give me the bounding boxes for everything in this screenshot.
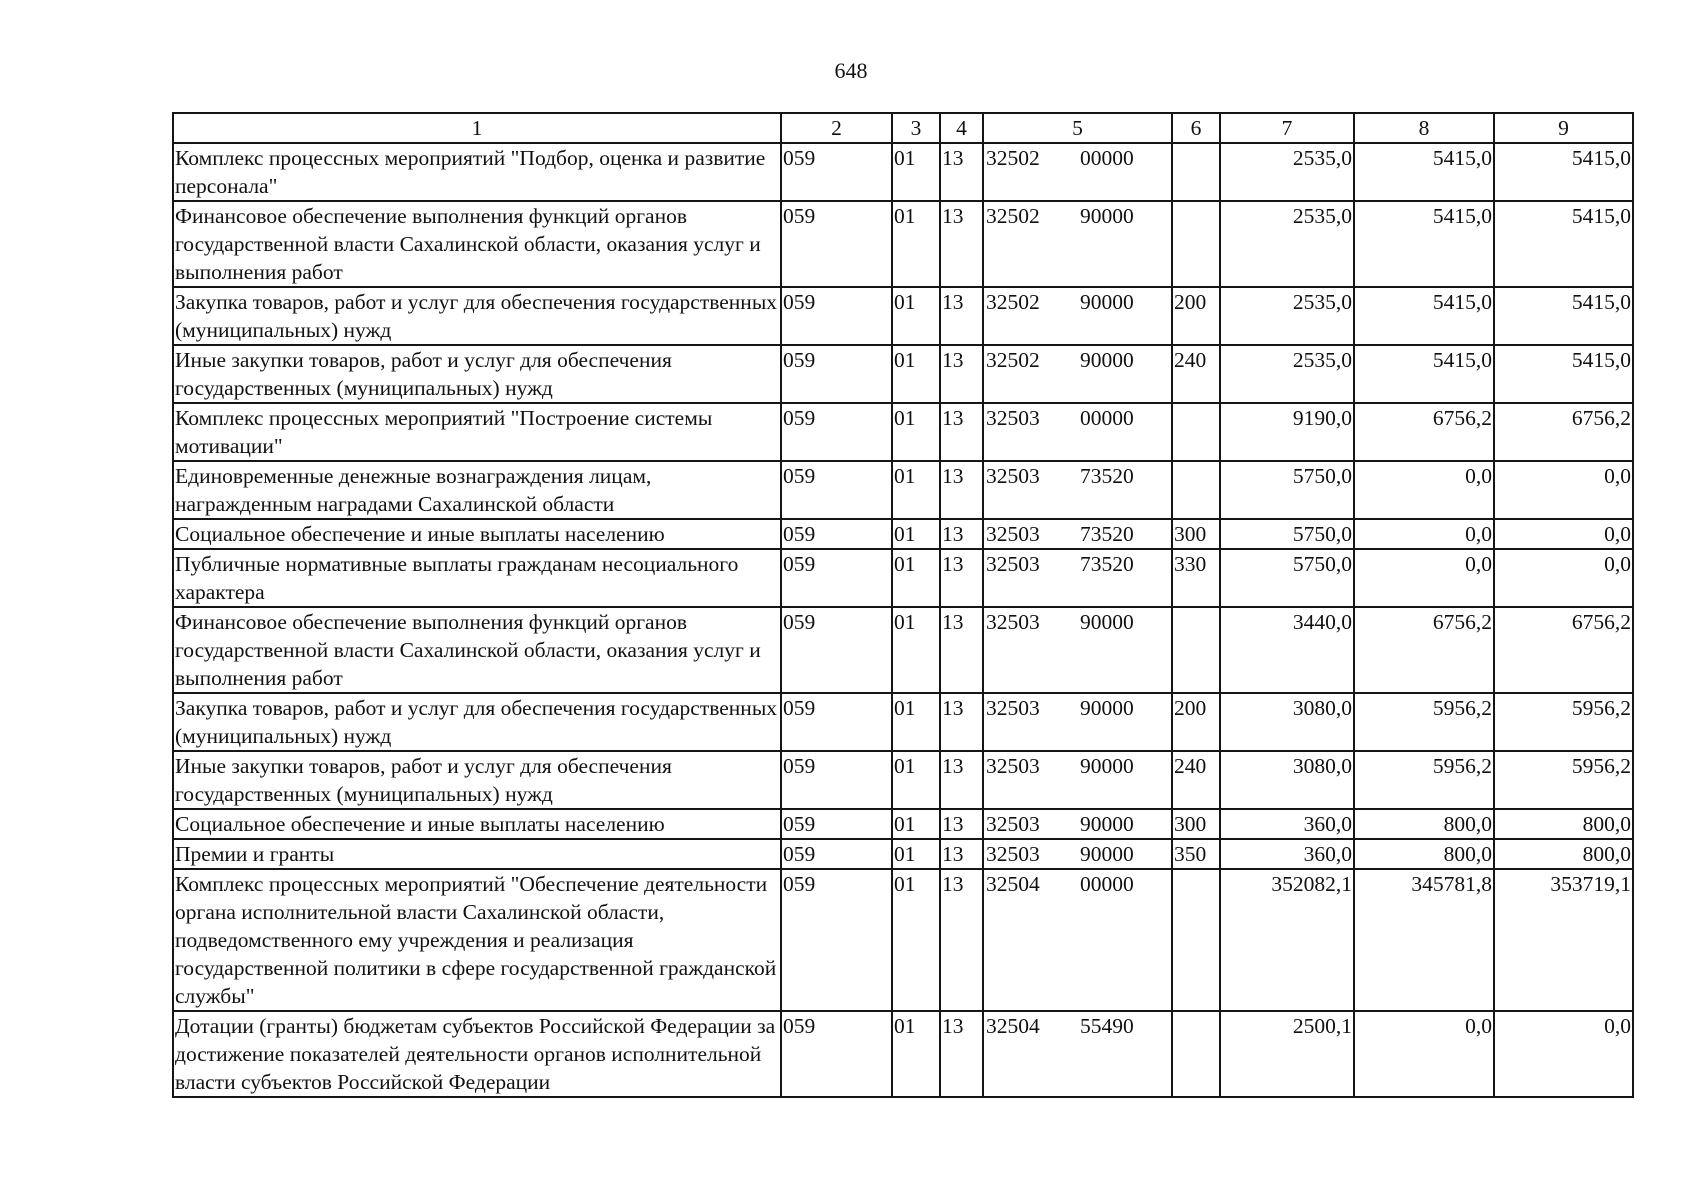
direction-code: 90000 — [1080, 610, 1134, 634]
program-code: 32504 — [986, 872, 1040, 896]
amount-col-8: 0,0 — [1354, 461, 1494, 519]
table-row — [173, 693, 1633, 751]
admin-code: 059 — [781, 345, 892, 403]
program-code: 32503 — [986, 842, 1040, 866]
direction-code: 90000 — [1080, 842, 1134, 866]
section-code: 01 — [892, 1011, 940, 1097]
column-header: 1 — [173, 113, 781, 143]
amount-col-9: 5415,0 — [1494, 287, 1633, 345]
amount-col-9: 5956,2 — [1494, 693, 1633, 751]
admin-code: 059 — [781, 143, 892, 201]
direction-code: 73520 — [1080, 552, 1134, 576]
amount-col-8: 5415,0 — [1354, 345, 1494, 403]
section-code: 01 — [892, 345, 940, 403]
subsection-code: 13 — [940, 519, 983, 549]
column-header: 7 — [1220, 113, 1354, 143]
column-header: 4 — [940, 113, 983, 143]
target-article-code — [983, 461, 1172, 519]
subsection-code: 13 — [940, 839, 983, 869]
section-code: 01 — [892, 809, 940, 839]
direction-code: 55490 — [1080, 1014, 1134, 1038]
amount-col-8: 800,0 — [1354, 839, 1494, 869]
table-row — [173, 345, 1633, 403]
column-header: 3 — [892, 113, 940, 143]
table-row — [173, 461, 1633, 519]
column-header: 2 — [781, 113, 892, 143]
table-row — [173, 1011, 1633, 1097]
admin-code: 059 — [781, 549, 892, 607]
amount-col-9: 5415,0 — [1494, 143, 1633, 201]
direction-code: 90000 — [1080, 204, 1134, 228]
row-name: Иные закупки товаров, работ и услуг для обеспечения государственных (муниципальных) нужд — [173, 751, 781, 809]
section-code: 01 — [892, 839, 940, 869]
direction-code: 73520 — [1080, 522, 1134, 546]
section-code: 01 — [892, 143, 940, 201]
target-article-code — [983, 519, 1172, 549]
target-article-code — [983, 607, 1172, 693]
section-code: 01 — [892, 201, 940, 287]
row-name: Финансовое обеспечение выполнения функций органов государственной власти Сахалинской области, оказания услуг и выполнения работ — [173, 201, 781, 287]
program-code: 32502 — [986, 348, 1040, 372]
amount-col-8: 5956,2 — [1354, 693, 1494, 751]
row-name: Финансовое обеспечение выполнения функций органов государственной власти Сахалинской области, оказания услуг и выполнения работ — [173, 607, 781, 693]
target-article-code — [983, 1011, 1172, 1097]
expense-type-code — [1172, 143, 1220, 201]
subsection-code: 13 — [940, 607, 983, 693]
expense-type-code: 330 — [1172, 549, 1220, 607]
direction-code: 90000 — [1080, 348, 1134, 372]
table-row — [173, 519, 1633, 549]
amount-col-9: 0,0 — [1494, 519, 1633, 549]
amount-col-7: 9190,0 — [1220, 403, 1354, 461]
expense-type-code: 240 — [1172, 751, 1220, 809]
admin-code: 059 — [781, 461, 892, 519]
amount-col-7: 360,0 — [1220, 809, 1354, 839]
amount-col-7: 3080,0 — [1220, 693, 1354, 751]
amount-col-8: 0,0 — [1354, 519, 1494, 549]
admin-code: 059 — [781, 839, 892, 869]
amount-col-7: 2500,1 — [1220, 1011, 1354, 1097]
budget-table — [172, 112, 1634, 1098]
section-code: 01 — [892, 751, 940, 809]
table-row — [173, 201, 1633, 287]
expense-type-code: 200 — [1172, 693, 1220, 751]
amount-col-7: 360,0 — [1220, 839, 1354, 869]
row-name: Публичные нормативные выплаты гражданам несоциального характера — [173, 549, 781, 607]
subsection-code: 13 — [940, 869, 983, 1011]
section-code: 01 — [892, 607, 940, 693]
program-code: 32503 — [986, 522, 1040, 546]
column-header: 8 — [1354, 113, 1494, 143]
target-article-code — [983, 287, 1172, 345]
amount-col-8: 5415,0 — [1354, 143, 1494, 201]
program-code: 32502 — [986, 290, 1040, 314]
table-row — [173, 869, 1633, 1011]
table-row — [173, 287, 1633, 345]
direction-code: 73520 — [1080, 464, 1134, 488]
target-article-code — [983, 809, 1172, 839]
amount-col-8: 5956,2 — [1354, 751, 1494, 809]
expense-type-code — [1172, 869, 1220, 1011]
amount-col-7: 5750,0 — [1220, 549, 1354, 607]
table-row — [173, 607, 1633, 693]
section-code: 01 — [892, 693, 940, 751]
amount-col-9: 5415,0 — [1494, 201, 1633, 287]
section-code: 01 — [892, 549, 940, 607]
row-name: Дотации (гранты) бюджетам субъектов Российской Федерации за достижение показателей деятельности органов исполнительной власти субъектов Российской Федерации — [173, 1011, 781, 1097]
expense-type-code — [1172, 201, 1220, 287]
amount-col-9: 800,0 — [1494, 839, 1633, 869]
amount-col-8: 345781,8 — [1354, 869, 1494, 1011]
admin-code: 059 — [781, 1011, 892, 1097]
program-code: 32503 — [986, 696, 1040, 720]
section-code: 01 — [892, 287, 940, 345]
amount-col-7: 2535,0 — [1220, 201, 1354, 287]
amount-col-7: 2535,0 — [1220, 345, 1354, 403]
amount-col-7: 2535,0 — [1220, 287, 1354, 345]
expense-type-code: 200 — [1172, 287, 1220, 345]
admin-code: 059 — [781, 607, 892, 693]
column-header: 9 — [1494, 113, 1633, 143]
admin-code: 059 — [781, 519, 892, 549]
admin-code: 059 — [781, 403, 892, 461]
amount-col-8: 800,0 — [1354, 809, 1494, 839]
subsection-code: 13 — [940, 143, 983, 201]
program-code: 32503 — [986, 610, 1040, 634]
subsection-code: 13 — [940, 549, 983, 607]
expense-type-code: 300 — [1172, 809, 1220, 839]
expense-type-code — [1172, 607, 1220, 693]
amount-col-7: 3440,0 — [1220, 607, 1354, 693]
amount-col-9: 5415,0 — [1494, 345, 1633, 403]
target-article-code — [983, 839, 1172, 869]
subsection-code: 13 — [940, 1011, 983, 1097]
amount-col-8: 6756,2 — [1354, 607, 1494, 693]
expense-type-code — [1172, 1011, 1220, 1097]
row-name: Премии и гранты — [173, 839, 781, 869]
target-article-code — [983, 345, 1172, 403]
amount-col-7: 5750,0 — [1220, 519, 1354, 549]
amount-col-9: 0,0 — [1494, 1011, 1633, 1097]
expense-type-code: 350 — [1172, 839, 1220, 869]
admin-code: 059 — [781, 809, 892, 839]
amount-col-7: 2535,0 — [1220, 143, 1354, 201]
subsection-code: 13 — [940, 693, 983, 751]
table-row — [173, 143, 1633, 201]
expense-type-code: 300 — [1172, 519, 1220, 549]
admin-code: 059 — [781, 869, 892, 1011]
amount-col-9: 5956,2 — [1494, 751, 1633, 809]
table-row — [173, 839, 1633, 869]
section-code: 01 — [892, 869, 940, 1011]
row-name: Социальное обеспечение и иные выплаты населению — [173, 809, 781, 839]
program-code: 32503 — [986, 812, 1040, 836]
row-name: Закупка товаров, работ и услуг для обеспечения государственных (муниципальных) нужд — [173, 287, 781, 345]
expense-type-code — [1172, 403, 1220, 461]
page-number: 648 — [834, 58, 868, 83]
amount-col-7: 5750,0 — [1220, 461, 1354, 519]
subsection-code: 13 — [940, 751, 983, 809]
header-row — [173, 113, 1633, 143]
row-name: Комплекс процессных мероприятий "Обеспечение деятельности органа исполнительной власти Сахалинской области, подведомственного ему учреждения и реализация государственной политики в сфере государственной гражданской службы" — [173, 869, 781, 1011]
row-name: Иные закупки товаров, работ и услуг для обеспечения государственных (муниципальных) нужд — [173, 345, 781, 403]
direction-code: 90000 — [1080, 812, 1134, 836]
amount-col-9: 353719,1 — [1494, 869, 1633, 1011]
table-row — [173, 403, 1633, 461]
section-code: 01 — [892, 519, 940, 549]
amount-col-9: 6756,2 — [1494, 607, 1633, 693]
amount-col-9: 0,0 — [1494, 549, 1633, 607]
subsection-code: 13 — [940, 461, 983, 519]
target-article-code — [983, 693, 1172, 751]
row-name: Закупка товаров, работ и услуг для обеспечения государственных (муниципальных) нужд — [173, 693, 781, 751]
target-article-code — [983, 751, 1172, 809]
table-row — [173, 549, 1633, 607]
direction-code: 00000 — [1080, 146, 1134, 170]
program-code: 32502 — [986, 204, 1040, 228]
subsection-code: 13 — [940, 287, 983, 345]
admin-code: 059 — [781, 751, 892, 809]
table-row — [173, 809, 1633, 839]
direction-code: 90000 — [1080, 696, 1134, 720]
table-row — [173, 751, 1633, 809]
subsection-code: 13 — [940, 345, 983, 403]
direction-code: 00000 — [1080, 872, 1134, 896]
program-code: 32503 — [986, 552, 1040, 576]
target-article-code — [983, 143, 1172, 201]
row-name: Единовременные денежные вознаграждения лицам, награжденным наградами Сахалинской области — [173, 461, 781, 519]
column-header: 5 — [983, 113, 1172, 143]
target-article-code — [983, 549, 1172, 607]
expense-type-code: 240 — [1172, 345, 1220, 403]
program-code: 32504 — [986, 1014, 1040, 1038]
admin-code: 059 — [781, 287, 892, 345]
subsection-code: 13 — [940, 403, 983, 461]
row-name: Комплекс процессных мероприятий "Подбор, оценка и развитие персонала" — [173, 143, 781, 201]
subsection-code: 13 — [940, 809, 983, 839]
direction-code: 90000 — [1080, 290, 1134, 314]
amount-col-7: 352082,1 — [1220, 869, 1354, 1011]
target-article-code — [983, 869, 1172, 1011]
section-code: 01 — [892, 461, 940, 519]
target-article-code — [983, 403, 1172, 461]
admin-code: 059 — [781, 201, 892, 287]
admin-code: 059 — [781, 693, 892, 751]
amount-col-8: 0,0 — [1354, 549, 1494, 607]
section-code: 01 — [892, 403, 940, 461]
column-header: 6 — [1172, 113, 1220, 143]
amount-col-9: 800,0 — [1494, 809, 1633, 839]
program-code: 32503 — [986, 406, 1040, 430]
amount-col-7: 3080,0 — [1220, 751, 1354, 809]
row-name: Социальное обеспечение и иные выплаты населению — [173, 519, 781, 549]
direction-code: 00000 — [1080, 406, 1134, 430]
target-article-code — [983, 201, 1172, 287]
program-code: 32503 — [986, 754, 1040, 778]
expense-type-code — [1172, 461, 1220, 519]
subsection-code: 13 — [940, 201, 983, 287]
amount-col-9: 6756,2 — [1494, 403, 1633, 461]
direction-code: 90000 — [1080, 754, 1134, 778]
amount-col-8: 5415,0 — [1354, 287, 1494, 345]
amount-col-8: 0,0 — [1354, 1011, 1494, 1097]
table-body — [173, 143, 1633, 1097]
amount-col-8: 5415,0 — [1354, 201, 1494, 287]
program-code: 32502 — [986, 146, 1040, 170]
amount-col-9: 0,0 — [1494, 461, 1633, 519]
program-code: 32503 — [986, 464, 1040, 488]
amount-col-8: 6756,2 — [1354, 403, 1494, 461]
row-name: Комплекс процессных мероприятий "Построение системы мотивации" — [173, 403, 781, 461]
